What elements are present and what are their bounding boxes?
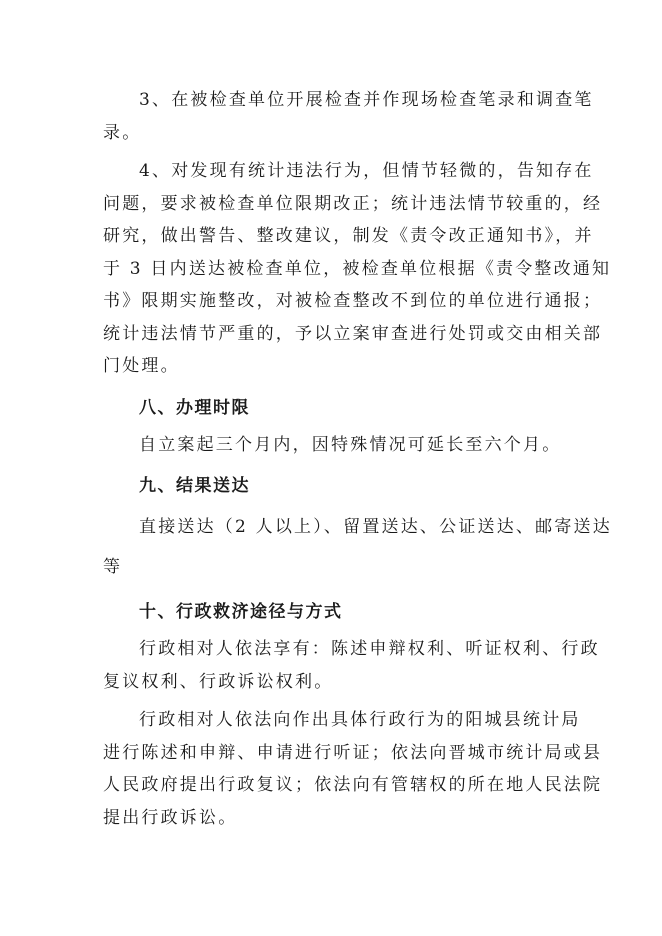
section-heading-10: 十、行政救济途径与方式: [139, 602, 343, 622]
paragraph-section-9: [103, 507, 612, 587]
paragraph-section-10-rights: [103, 633, 600, 698]
paragraph-item-3: [103, 84, 594, 149]
section-heading-8: 八、办理时限: [139, 397, 250, 418]
text-line: 统计违法情节严重的，予以立案审查进行处罚或交由相关部: [103, 323, 603, 344]
paragraph-section-8: [103, 429, 563, 462]
text-line: 等: [103, 557, 123, 577]
document-body: [103, 84, 612, 834]
paragraph-item-4: [103, 155, 612, 383]
text-line: 于 3 日内送达被检查单位，被检查单位根据《责令整改通知: [103, 258, 612, 279]
text-line: 4、对发现有统计违法行为，但情节轻微的，告知存在: [139, 161, 594, 181]
text-line: 行政相对人依法享有：陈述申辩权利、听证权利、行政: [139, 639, 600, 659]
text-line: 录。: [103, 122, 142, 143]
text-line: 门处理。: [103, 356, 180, 376]
text-line: 研究，做出警告、整改建议，制发《责令改正通知书》，并: [103, 226, 594, 246]
paragraph-section-10-procedure: [103, 704, 603, 834]
text-line: 进行陈述和申辩、申请进行听证；依法向晋城市统计局或县: [103, 742, 603, 763]
text-line: 复议权利、行政诉讼权利。: [103, 671, 334, 692]
text-line: 书》限期实施整改，对被检查整改不到位的单位进行通报；: [103, 291, 603, 311]
text-line: 人民政府提出行政复议；依法向有管辖权的所在地人民法院: [103, 775, 603, 795]
text-line: 提出行政诉讼。: [103, 807, 238, 828]
text-line: 问题，要求被检查单位限期改正；统计违法情节较重的，经: [103, 193, 603, 214]
text-line: 3、在被检查单位开展检查并作现场检查笔录和调查笔: [139, 90, 594, 110]
text-line: 直接送达（2 人以上）、留置送达、公证送达、邮寄送达: [139, 517, 612, 537]
section-heading-9: 九、结果送达: [139, 476, 250, 496]
text-line: 行政相对人依法向作出具体行政行为的阳城县统计局: [139, 710, 581, 730]
text-line: 自立案起三个月内，因特殊情况可延长至六个月。: [139, 434, 562, 455]
